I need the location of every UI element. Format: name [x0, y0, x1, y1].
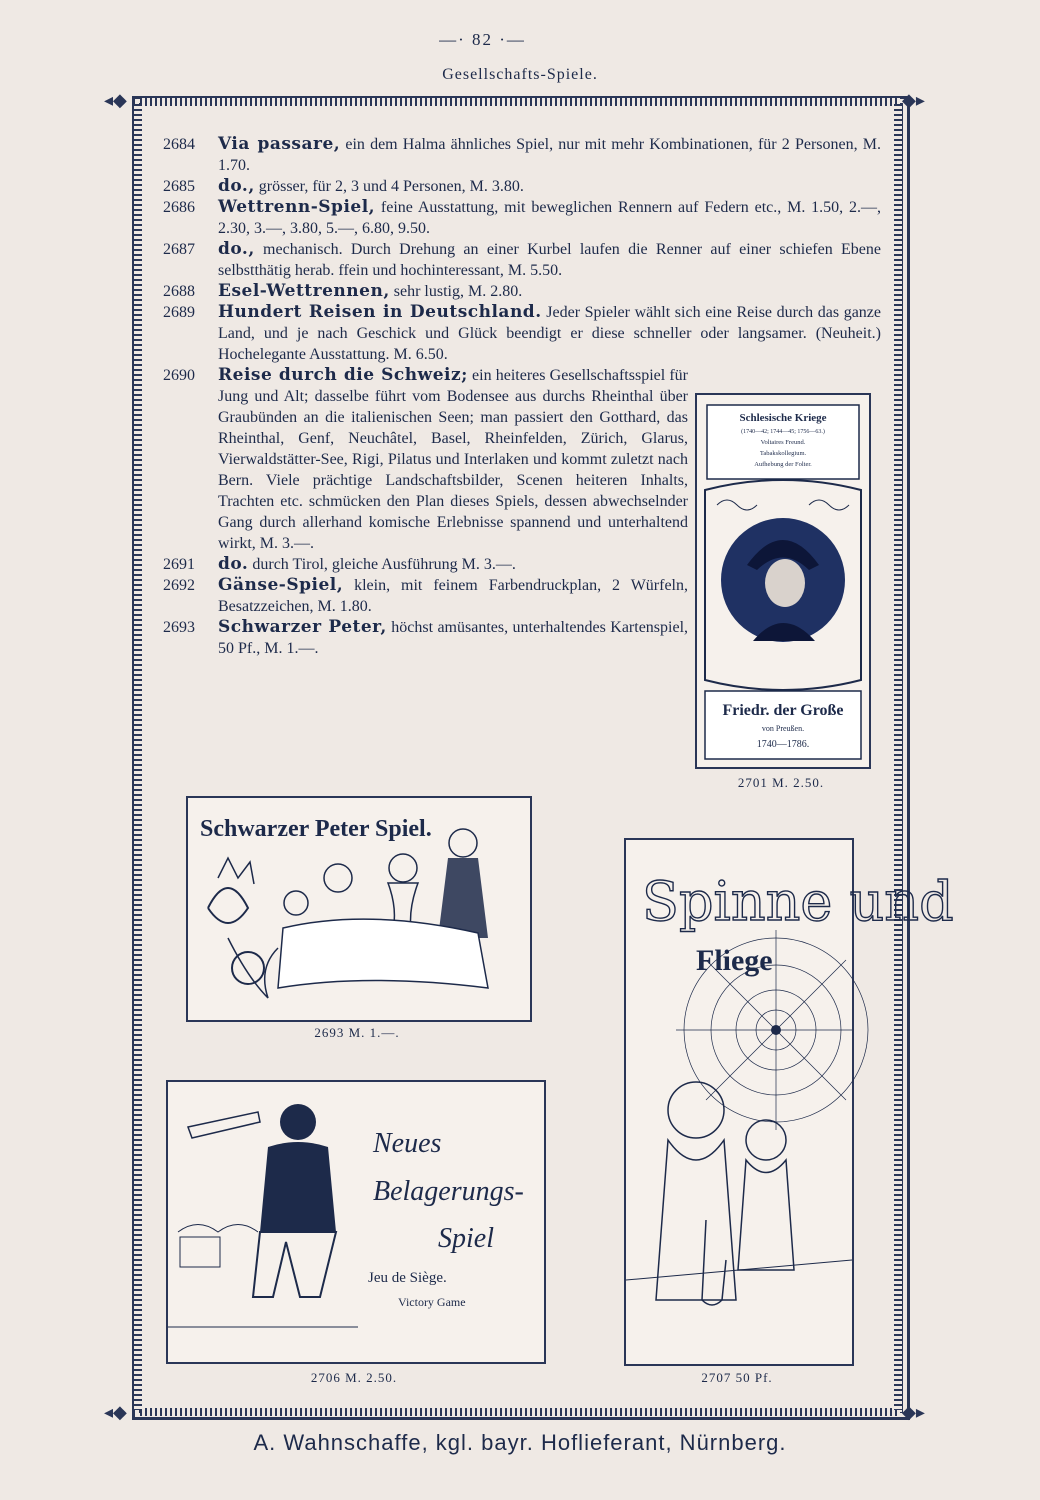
entry-number: 2691	[163, 556, 195, 573]
entry-number: 2684	[163, 136, 195, 153]
entry-number: 2687	[163, 241, 195, 258]
left-arrow-ornament: ◂◆	[104, 90, 127, 110]
entry-text: klein, mit feinem Farbendruckplan, 2 Würfeln, Besatzzeichen, M. 1.80.	[218, 577, 688, 615]
page-number: —· 82 ·—	[439, 30, 526, 49]
entry-number: 2690	[163, 367, 195, 384]
section-title: Gesellschafts-Spiele.	[442, 66, 598, 83]
fritz-line4: Tabakskollegium.	[759, 450, 807, 457]
entry-title: Esel-Wettrennen,	[218, 281, 390, 301]
entry-title: Hundert Reisen in Deutschland.	[218, 302, 542, 322]
belagerungs-spiel-illustration	[166, 1080, 546, 1364]
belager-line4: Jeu de Siège.	[368, 1270, 447, 1286]
belager-caption: 2706 M. 2.50.	[310, 1370, 398, 1385]
fritz-years-label: 1740—1786.	[756, 739, 810, 750]
spinne-title-1: Spinne und	[642, 870, 954, 933]
entry-number: 2689	[163, 304, 195, 321]
entry-title: Wettrenn-Spiel,	[218, 197, 376, 217]
schwarzer-peter-art	[188, 798, 530, 1020]
entry-text: mechanisch. Durch Drehung an einer Kurbel laufen die Renner auf einer schiefen Ebene selbstthätig herab. ffein und hochinteressant, M. 5.50.	[218, 241, 881, 279]
right-bottom-ornament: ◆▸	[902, 1402, 925, 1422]
bottom-ornament	[140, 1408, 900, 1416]
entry-2689	[163, 302, 881, 365]
fritz-card-art	[697, 395, 869, 767]
entry-title: Via passare,	[218, 134, 341, 154]
fritz-dates-label: (1740—42; 1744—45; 1756—63.)	[741, 429, 825, 435]
entry-text: höchst amüsantes, unterhaltendes Kartenspiel, 50 Pf., M. 1.—.	[218, 619, 689, 657]
spinne-fliege-art	[626, 840, 954, 1364]
fritz-caption: 2701 M. 2.50.	[737, 775, 825, 790]
fritz-name-label: Friedr. der Große	[722, 702, 844, 719]
entry-title: do.	[218, 554, 249, 574]
fritz-sub-label: von Preußen.	[761, 724, 805, 733]
entry-number: 2693	[163, 619, 195, 636]
entry-title: Gänse-Spiel,	[218, 575, 344, 595]
fritz-line3: Voltaires Freund.	[760, 439, 806, 446]
entry-text: ein dem Halma ähnliches Spiel, nur mit mehr Kombinationen, für 2 Personen, M. 1.70.	[218, 136, 881, 174]
peter-title: Schwarzer Peter Spiel.	[200, 816, 432, 842]
belagerungs-spiel-art	[168, 1082, 544, 1362]
entry-number: 2685	[163, 178, 195, 195]
entry-2684	[163, 134, 881, 176]
right-ornament	[894, 104, 902, 1410]
entry-number: 2692	[163, 577, 195, 594]
fritz-card-illustration	[695, 393, 871, 769]
entry-text: durch Tirol, gleiche Ausführung M. 3.—.	[248, 556, 516, 573]
belager-line5: Victory Game	[398, 1295, 466, 1309]
entry-number: 2688	[163, 283, 195, 300]
entry-title: Reise durch die Schweiz;	[218, 365, 468, 385]
left-ornament	[134, 104, 142, 1410]
entry-text: grösser, für 2, 3 und 4 Personen, M. 3.80.	[254, 178, 524, 195]
publisher-footer: A. Wahnschaffe, kgl. bayr. Hoflieferant, Nürnberg.	[253, 1430, 787, 1455]
entry-number: 2686	[163, 199, 195, 216]
entry-text: feine Ausstattung, mit beweglichen Rennern auf Federn etc., M. 1.50, 2.—, 2.30, 3.—, 3.80, 5.—, 6.80, 9.50.	[218, 199, 881, 237]
entry-title: Schwarzer Peter,	[218, 617, 387, 637]
right-arrow-ornament: ◆▸	[902, 90, 925, 110]
entry-title: do.,	[218, 176, 255, 196]
entry-2685	[163, 176, 881, 197]
spinne-caption: 2707 50 Pf.	[701, 1370, 773, 1385]
entry-text: sehr lustig, M. 2.80.	[389, 283, 523, 300]
entry-2687	[163, 239, 881, 281]
fritz-top-label: Schlesische Kriege	[739, 412, 827, 424]
belager-line3: Spiel	[438, 1223, 494, 1254]
entry-2688	[163, 281, 881, 302]
fritz-line5: Aufhebung der Folter.	[754, 461, 812, 468]
entry-2686	[163, 197, 881, 239]
entry-title: do.,	[218, 239, 255, 259]
top-ornament	[140, 98, 900, 106]
spinne-title-2: Fliege	[696, 944, 773, 977]
spinne-fliege-illustration	[624, 838, 954, 1366]
entry-text: ein heiteres Gesellschaftsspiel für Jung und Alt; dasselbe führt vom Bodensee aus durchs Rheinthal über Graubünden an die italienischen Seen; man passiert den Gotthard, das Rheinthal, Genf, Neuchâtel, Basel, Rheinfelden, Zürich, Glarus, Vierwaldstätter-See, Rigi, Pilatus und Interlaken und kommt zuletzt nach Bern. Viele prächtige Landschaftsbilder, Scenen heiteren Inhalts, Trachten etc. schmücken den Plan dieses Spiels, dessen abwechselnder Gang durch allerhand komische Erlebnisse spannend und unterhaltend wirkt, M. 3.—.	[218, 367, 688, 552]
peter-caption: 2693 M. 1.—.	[314, 1025, 400, 1040]
belager-line2: Belagerungs-	[373, 1176, 524, 1207]
belager-line1: Neues	[373, 1128, 442, 1159]
entry-text: Jeder Spieler wählt sich eine Reise durch das ganze Land, und je nach Geschick und Glück beendigt er diese schneller oder langsamer. (Neuheit.) Hochelegante Ausstattung. M. 6.50.	[218, 304, 882, 363]
left-bottom-ornament: ◂◆	[104, 1402, 127, 1422]
schwarzer-peter-illustration	[186, 796, 532, 1022]
